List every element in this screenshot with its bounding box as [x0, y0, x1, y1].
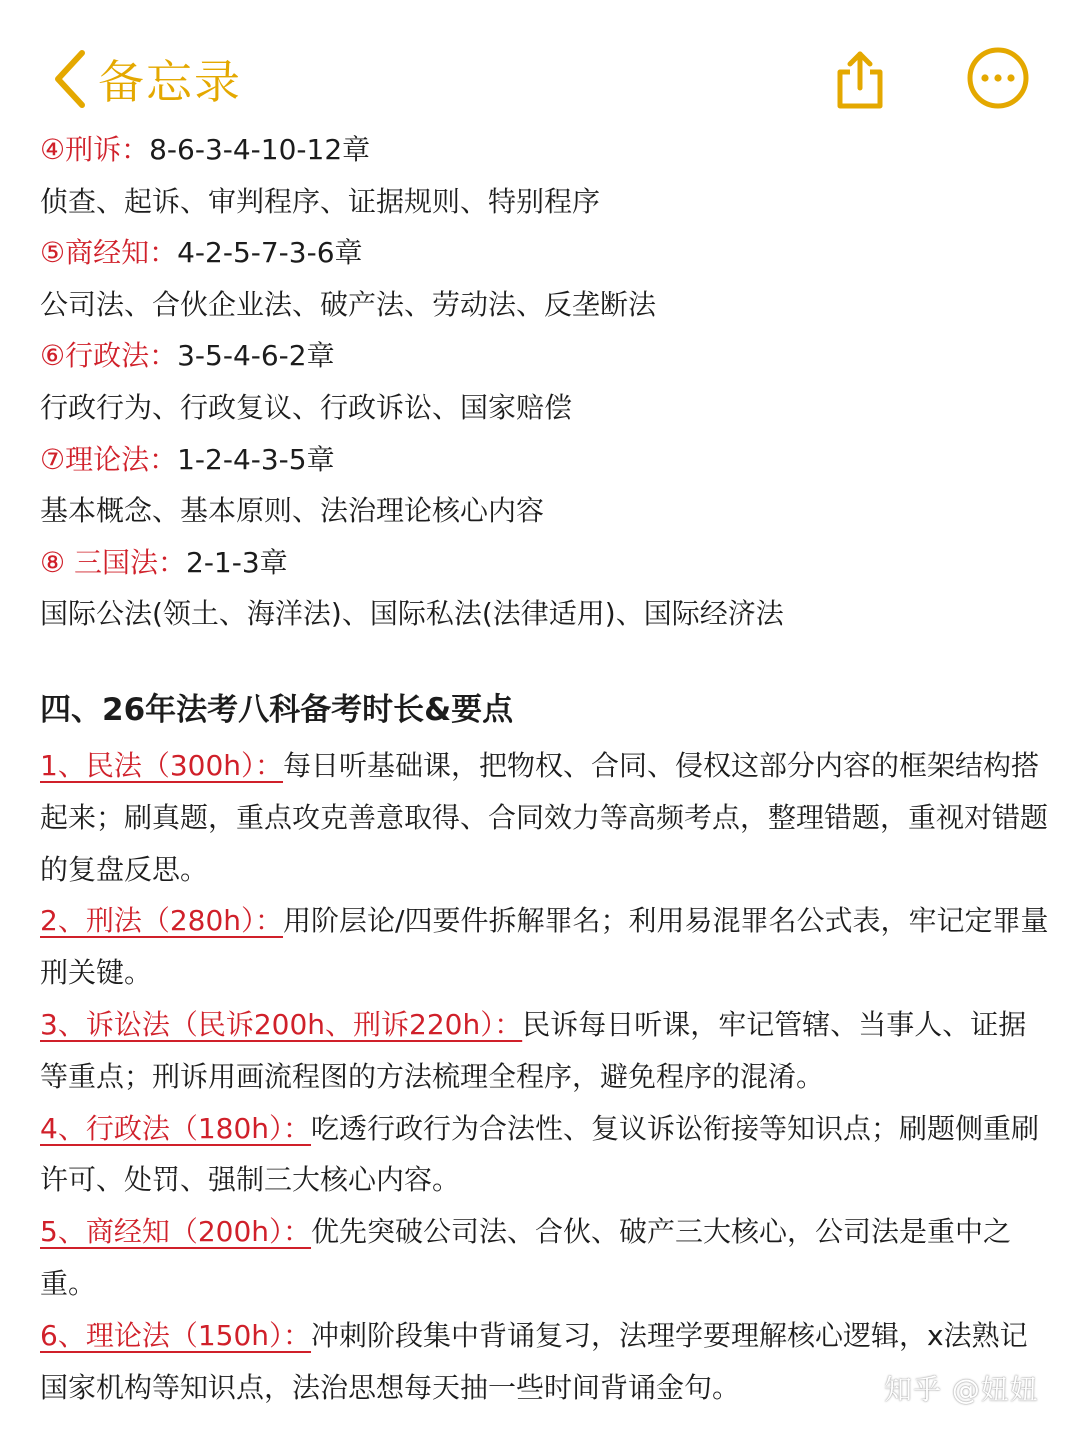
point-text: 吃透行政行为合法性、复议诉讼衔接等知识点；刷题侧重刷许可、处罚、强制三大核心内容。 — [40, 1111, 1040, 1197]
subject-topics: 侦查、起诉、审判程序、证据规则、特别程序 — [40, 184, 601, 218]
point-text: 民诉每日听课，牢记管辖、当事人、证据等重点；刑诉用画流程图的方法梳理全程序，避免程序的混淆。 — [40, 1007, 1027, 1093]
subject-heading — [40, 330, 1050, 382]
chevron-left-icon — [50, 47, 90, 111]
section-title: 四、26年法考八科备考时长&要点 — [40, 691, 514, 728]
navigation-bar — [0, 0, 1080, 130]
subject-topics: 行政行为、行政复议、行政诉讼、国家赔偿 — [40, 390, 573, 424]
back-label: 备忘录 — [98, 55, 242, 109]
subject-label: ⑥行政法： — [40, 339, 178, 373]
study-point — [40, 740, 1050, 895]
subject-heading — [40, 434, 1050, 486]
subject-topics: 基本概念、基本原则、法治理论核心内容 — [40, 494, 545, 528]
subject-chapters: 2-1-3章 — [186, 545, 288, 579]
subject-chapters: 8-6-3-4-10-12章 — [149, 133, 371, 166]
subject-chapters: 4-2-5-7-3-6章 — [177, 236, 363, 270]
subject-heading — [40, 537, 1050, 589]
back-button[interactable] — [50, 46, 242, 112]
point-label: 3、诉讼法（民诉200h、刑诉220h）： — [40, 1007, 523, 1041]
more-button[interactable] — [966, 46, 1030, 110]
share-icon — [830, 48, 890, 112]
subject-label: ⑧ 三国法： — [40, 545, 187, 579]
subject-heading — [40, 227, 1050, 279]
more-icon — [966, 46, 1030, 110]
note-body[interactable] — [40, 124, 1050, 1413]
point-label: 6、理论法（150h）： — [40, 1318, 312, 1352]
subject-topics: 公司法、合伙企业法、破产法、劳动法、反垄断法 — [40, 287, 657, 321]
point-label: 2、刑法（280h）： — [40, 904, 284, 938]
point-label: 1、民法（300h）： — [40, 748, 284, 782]
subject-heading — [40, 124, 1050, 176]
share-button[interactable] — [830, 48, 890, 112]
subject-topics: 国际公法(领土、海洋法)、国际私法(法律适用)、国际经济法 — [40, 597, 784, 631]
point-text: 用阶层论/四要件拆解罪名；利用易混罪名公式表，牢记定罪量刑关键。 — [40, 904, 1049, 990]
study-point — [40, 1103, 1050, 1207]
point-label: 5、商经知（200h）： — [40, 1215, 312, 1249]
subject-label: ⑦理论法： — [40, 442, 178, 476]
watermark: 知乎 @妞妞 — [884, 1373, 1039, 1406]
study-point — [40, 999, 1050, 1103]
point-label: 4、行政法（180h）： — [40, 1111, 312, 1145]
point-text: 优先突破公司法、合伙、破产三大核心，公司法是重中之重。 — [40, 1215, 1012, 1300]
point-text: 冲刺阶段集中背诵复习，法理学要理解核心逻辑，x法熟记国家机构等知识点，法治思想每天抽一些时间背诵金句。 — [40, 1318, 1028, 1404]
point-text: 每日听基础课，把物权、合同、侵权这部分内容的框架结构搭起来；刷真题，重点攻克善意取得、合同效力等高频考点，整理错题，重视对错题的复盘反思。 — [40, 748, 1049, 886]
subject-chapters: 1-2-4-3-5章 — [177, 442, 335, 476]
study-point — [40, 895, 1050, 999]
subject-chapters: 3-5-4-6-2章 — [177, 339, 335, 373]
subject-label: ⑤商经知： — [40, 236, 178, 270]
subject-label: ④刑诉： — [40, 133, 150, 166]
study-point — [40, 1206, 1050, 1310]
